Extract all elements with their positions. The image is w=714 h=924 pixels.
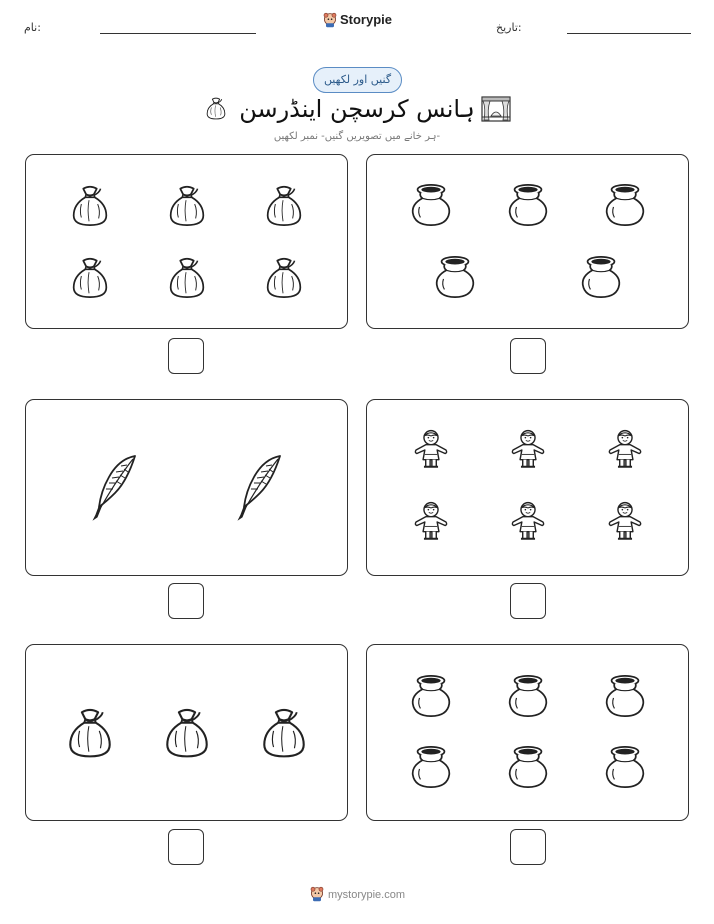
bag-icon xyxy=(61,701,119,763)
bag-icon xyxy=(158,701,216,763)
doll-icon xyxy=(506,498,550,546)
doll-icon xyxy=(506,426,550,474)
activity-badge: گنیں اور لکھیں xyxy=(313,67,402,93)
pot-icon xyxy=(407,742,455,792)
name-line[interactable] xyxy=(100,33,256,34)
pot-icon xyxy=(407,180,455,230)
answer-box[interactable] xyxy=(510,583,546,619)
counting-card xyxy=(366,399,689,576)
pot-icon xyxy=(504,742,552,792)
pot-icon xyxy=(431,252,479,302)
brand-name: Storypie xyxy=(339,12,392,27)
doll-icon xyxy=(603,498,647,546)
counting-card xyxy=(25,644,348,821)
pot-icon xyxy=(601,671,649,721)
pot-icon xyxy=(504,180,552,230)
bag-icon xyxy=(260,252,308,302)
page-title: ہانس کرسچن اینڈرسن xyxy=(239,95,475,123)
bag-icon xyxy=(203,94,229,122)
date-line[interactable] xyxy=(567,33,691,34)
quill-icon xyxy=(234,453,284,523)
mascot-icon xyxy=(322,12,338,28)
footer xyxy=(0,886,714,902)
name-label: نام: xyxy=(24,21,41,34)
pot-icon xyxy=(601,180,649,230)
footer-url[interactable]: mystorypie.com xyxy=(327,889,406,901)
answer-box[interactable] xyxy=(510,338,546,374)
answer-box[interactable] xyxy=(168,829,204,865)
bag-icon xyxy=(163,252,211,302)
doll-icon xyxy=(409,498,453,546)
bag-icon xyxy=(66,252,114,302)
pot-icon xyxy=(601,742,649,792)
bag-icon xyxy=(163,180,211,230)
title-row xyxy=(0,92,714,126)
pot-icon xyxy=(504,671,552,721)
counting-card xyxy=(25,154,348,329)
counting-card xyxy=(366,644,689,821)
theater-stage-icon xyxy=(481,96,511,122)
bag-icon xyxy=(260,180,308,230)
answer-box[interactable] xyxy=(168,583,204,619)
pot-icon xyxy=(577,252,625,302)
bag-icon xyxy=(255,701,313,763)
bag-icon xyxy=(66,180,114,230)
answer-box[interactable] xyxy=(510,829,546,865)
doll-icon xyxy=(409,426,453,474)
answer-box[interactable] xyxy=(168,338,204,374)
brand-logo xyxy=(0,12,714,28)
quill-icon xyxy=(89,453,139,523)
date-label: تاریخ: xyxy=(496,21,522,34)
counting-card xyxy=(366,154,689,329)
counting-card xyxy=(25,399,348,576)
instructions: ہر خانے میں تصویریں گنیں- نمبر لکھیں- xyxy=(273,131,441,142)
mascot-icon xyxy=(309,886,325,902)
doll-icon xyxy=(603,426,647,474)
pot-icon xyxy=(407,671,455,721)
